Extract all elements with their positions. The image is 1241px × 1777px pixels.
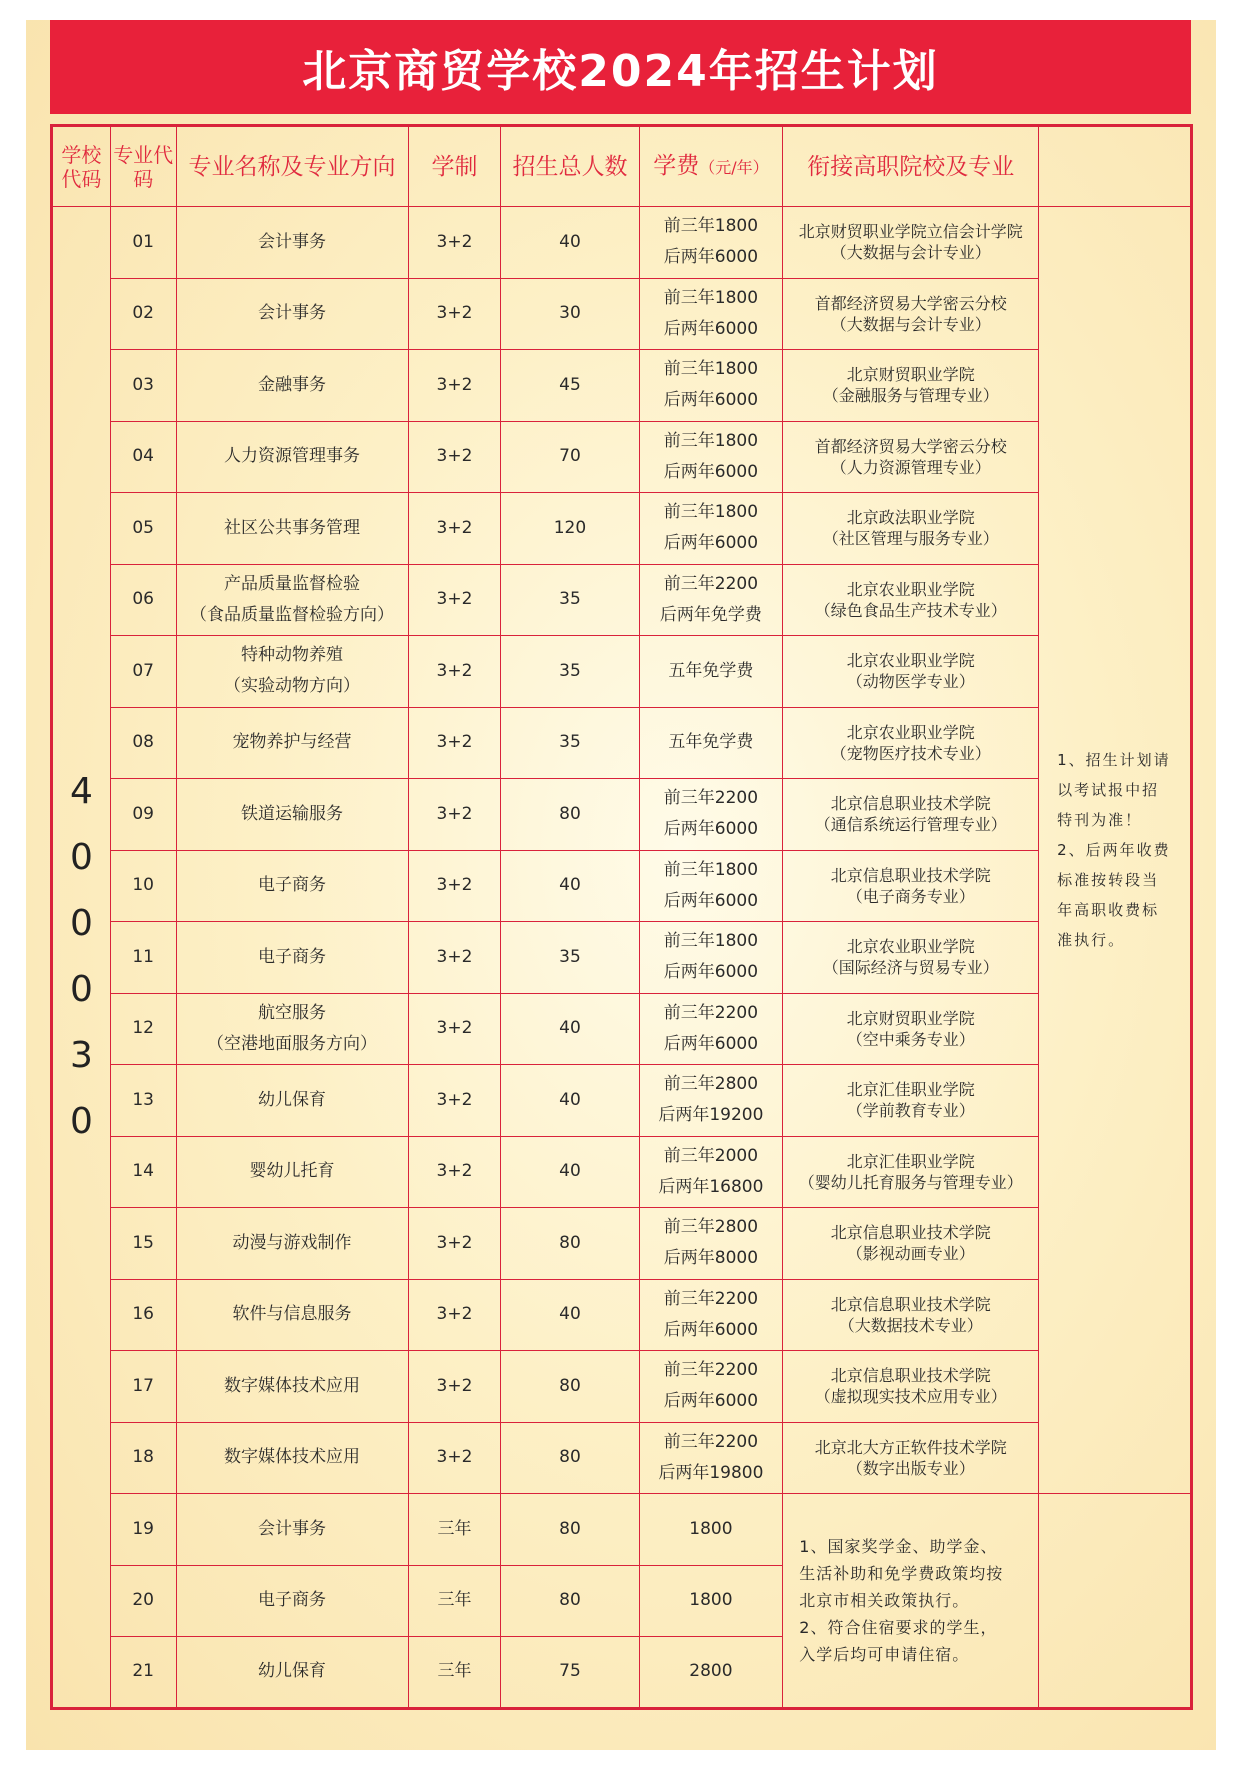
cell-line: 数字媒体技术应用 [224,1447,361,1468]
cell-line: 前三年2800 [663,1217,759,1238]
cell-line: 后两年6000 [663,1391,759,1412]
major-code-cell: 14 [110,1136,176,1208]
cell-line: 北京信息职业技术学院 [830,1366,991,1386]
cell-line: 后两年6000 [663,819,759,840]
total-cell: 40 [501,1279,639,1351]
cell-line: 2、符合住宿要求的学生， [799,1617,998,1637]
fee-cell [639,207,783,279]
fee-cell [639,350,783,422]
duration-cell: 3+2 [408,993,501,1065]
header-total: 招生总人数 [501,126,639,207]
total-cell: 30 [501,278,639,350]
total-cell: 75 [501,1637,639,1709]
table-row [52,1136,1192,1208]
major-name-cell [176,1065,408,1137]
cell-line: 后两年6000 [663,533,759,554]
cell-line: 年高职收费标 [1057,901,1160,919]
cell-line: 前三年1800 [663,859,759,880]
major-code-cell: 07 [110,636,176,708]
cell-line: 后两年6000 [663,962,759,983]
partner-cell [783,278,1039,350]
duration-cell: 3+2 [408,421,501,493]
header-major-code: 专业代码 [110,126,176,207]
cell-line: 五年免学费 [668,660,754,681]
table-row [52,636,1192,708]
partner-cell [783,1136,1039,1208]
partner-cell [783,993,1039,1065]
table-row [52,922,1192,994]
duration-cell: 3+2 [408,1422,501,1494]
blank-note-cell [1039,1494,1192,1709]
cell-line: 特刊为准！ [1057,811,1143,829]
total-cell: 35 [501,922,639,994]
table-row [52,493,1192,565]
duration-cell: 3+2 [408,207,501,279]
school-code-digit: 0 [69,968,93,1010]
school-code-digit: 0 [69,836,93,878]
partner-cell [783,922,1039,994]
duration-cell: 3+2 [408,779,501,851]
total-cell: 80 [501,1494,639,1566]
cell-line: （大数据与会计专业） [830,243,991,263]
cell-line: （空港地面服务方向） [207,1033,378,1054]
total-cell: 80 [501,1422,639,1494]
cell-line: 人力资源管理事务 [224,446,361,467]
duration-cell: 3+2 [408,850,501,922]
table-row [52,350,1192,422]
cell-line: 后两年6000 [663,461,759,482]
cell-line: 北京财贸职业学院 [846,365,975,385]
total-cell: 80 [501,1208,639,1280]
major-code-cell: 12 [110,993,176,1065]
cell-line: 北京农业职业学院 [846,937,975,957]
cell-line: 北京信息职业技术学院 [830,1294,991,1314]
total-cell: 40 [501,1136,639,1208]
major-code-cell: 15 [110,1208,176,1280]
partner-cell [783,1351,1039,1423]
fee-cell [639,278,783,350]
total-cell: 120 [501,493,639,565]
cell-line: 会计事务 [258,303,327,324]
cell-line: 社区公共事务管理 [224,517,361,538]
cell-line: 产品质量监督检验 [224,573,361,594]
major-name-cell [176,207,408,279]
cell-line: 北京信息职业技术学院 [830,1223,991,1243]
total-cell: 40 [501,207,639,279]
header-duration: 学制 [408,126,501,207]
fee-cell [639,493,783,565]
major-name-cell [176,707,408,779]
cell-line: （数字出版专业） [846,1458,975,1478]
major-name-cell [176,1637,408,1709]
cell-line: 后两年6000 [663,1319,759,1340]
cell-line: （人力资源管理专业） [830,457,991,477]
major-code-cell: 13 [110,1065,176,1137]
major-code-cell: 09 [110,779,176,851]
major-code-cell: 18 [110,1422,176,1494]
plan-note [1039,207,1192,1494]
major-name-cell [176,1351,408,1423]
table-header-row [52,126,1192,207]
duration-cell: 3+2 [408,1136,501,1208]
table-row [52,993,1192,1065]
cell-line: 软件与信息服务 [232,1304,352,1325]
table-row [52,1494,1192,1566]
duration-cell: 3+2 [408,278,501,350]
school-code-digit: 3 [69,1034,93,1076]
partner-cell [783,207,1039,279]
cell-line: 幼儿保育 [258,1661,327,1682]
cell-line: （空中乘务专业） [846,1029,975,1049]
cell-line: 北京信息职业技术学院 [830,794,991,814]
cell-line: 准执行。 [1057,931,1126,949]
table-row [52,1279,1192,1351]
header-major-name: 专业名称及专业方向 [176,126,408,207]
major-name-cell [176,278,408,350]
duration-cell: 3+2 [408,1208,501,1280]
partner-cell [783,779,1039,851]
duration-cell: 3+2 [408,922,501,994]
cell-line: （婴幼儿托育服务与管理专业） [798,1172,1023,1192]
major-code-cell: 21 [110,1637,176,1709]
cell-line: 北京农业职业学院 [846,579,975,599]
cell-line: 电子商务 [258,875,327,896]
cell-line: 后两年19200 [658,1105,764,1126]
partner-cell [783,1279,1039,1351]
partner-cell [783,1065,1039,1137]
cell-line: 电子商务 [258,946,327,967]
school-code-digit: 4 [69,770,93,812]
total-cell: 80 [501,1565,639,1637]
fee-cell [639,1351,783,1423]
cell-line: 前三年1800 [663,287,759,308]
duration-cell: 3+2 [408,636,501,708]
cell-line: 后两年6000 [663,390,759,411]
cell-line: （电子商务专业） [846,886,975,906]
cell-line: 2、后两年收费 [1057,841,1171,859]
major-name-cell [176,564,408,636]
cell-line: 前三年2200 [663,1360,759,1381]
policy-note [783,1494,1039,1709]
fee-cell [639,1065,783,1137]
total-cell: 70 [501,421,639,493]
fee-cell [639,421,783,493]
cell-line: （动物医学专业） [846,672,975,692]
cell-line: 前三年2200 [663,1431,759,1452]
cell-line: （宠物医疗技术专业） [830,743,991,763]
cell-line: 前三年2200 [663,1002,759,1023]
header-fee: 学费（元/年） [639,126,783,207]
cell-line: 北京信息职业技术学院 [830,865,991,885]
duration-cell: 3+2 [408,493,501,565]
table-row [52,779,1192,851]
cell-line: 2800 [689,1661,733,1682]
cell-line: 婴幼儿托育 [249,1161,335,1182]
fee-cell [639,1565,783,1637]
major-name-cell [176,850,408,922]
cell-line: 1800 [689,1590,733,1611]
partner-cell [783,850,1039,922]
partner-cell [783,1422,1039,1494]
cell-line: （大数据技术专业） [838,1315,983,1335]
total-cell: 80 [501,1351,639,1423]
cell-line: 北京北大方正软件技术学院 [814,1437,1007,1457]
cell-line: 1、国家奖学金、助学金、 [799,1536,998,1556]
cell-line: 后两年6000 [663,247,759,268]
table-row [52,850,1192,922]
fee-cell [639,993,783,1065]
major-code-cell: 05 [110,493,176,565]
cell-line: 前三年1800 [663,359,759,380]
total-cell: 35 [501,707,639,779]
major-name-cell [176,421,408,493]
table-row [52,1065,1192,1137]
total-cell: 40 [501,850,639,922]
cell-line: （虚拟现实技术应用专业） [814,1387,1007,1407]
major-code-cell: 06 [110,564,176,636]
total-cell: 35 [501,636,639,708]
cell-line: 前三年2200 [663,788,759,809]
total-cell: 40 [501,993,639,1065]
duration-cell: 3+2 [408,564,501,636]
cell-line: 北京汇佳职业学院 [846,1080,975,1100]
enrollment-plan-table [50,124,1193,1710]
fee-cell [639,1279,783,1351]
table-row [52,707,1192,779]
duration-cell: 3+2 [408,350,501,422]
major-code-cell: 17 [110,1351,176,1423]
duration-cell: 3+2 [408,1279,501,1351]
major-code-cell: 01 [110,207,176,279]
fee-cell [639,564,783,636]
table-row [52,564,1192,636]
cell-line: 前三年1800 [663,502,759,523]
fee-cell [639,1208,783,1280]
cell-line: 以考试报中招 [1057,781,1160,799]
cell-line: 前三年1800 [663,931,759,952]
major-code-cell: 16 [110,1279,176,1351]
fee-cell [639,1422,783,1494]
cell-line: 幼儿保育 [258,1089,327,1110]
cell-line: 后两年19800 [658,1462,764,1483]
cell-line: 北京财贸职业学院立信会计学院 [798,222,1023,242]
major-name-cell [176,1279,408,1351]
table-row [52,421,1192,493]
cell-line: 前三年2200 [663,1288,759,1309]
cell-line: 北京财贸职业学院 [846,1008,975,1028]
fee-cell [639,1637,783,1709]
cell-line: 会计事务 [258,231,327,252]
cell-line: 前三年2800 [663,1074,759,1095]
cell-line: （学前教育专业） [846,1101,975,1121]
cell-line: （金融服务与管理专业） [822,386,999,406]
fee-cell [639,707,783,779]
cell-line: 动漫与游戏制作 [232,1232,352,1253]
cell-line: 后两年8000 [663,1248,759,1269]
cell-line: 生活补助和免学费政策均按 [799,1563,1004,1583]
table-row [52,1422,1192,1494]
total-cell: 45 [501,350,639,422]
cell-line: 北京农业职业学院 [846,651,975,671]
major-code-cell: 19 [110,1494,176,1566]
cell-line: 后两年16800 [658,1176,764,1197]
major-code-cell: 08 [110,707,176,779]
cell-line: 首都经济贸易大学密云分校 [814,436,1007,456]
major-code-cell: 03 [110,350,176,422]
table-row [52,207,1192,279]
major-name-cell [176,779,408,851]
duration-cell: 3+2 [408,1065,501,1137]
major-name-cell [176,993,408,1065]
cell-line: 后两年免学费 [659,604,762,625]
cell-line: 前三年1800 [663,430,759,451]
major-name-cell [176,493,408,565]
major-name-cell [176,636,408,708]
cell-line: 北京农业职业学院 [846,722,975,742]
duration-cell: 三年 [408,1565,501,1637]
school-code-digits [53,759,110,1155]
major-name-cell [176,1136,408,1208]
cell-line: 1、招生计划请 [1057,751,1171,769]
major-code-cell: 20 [110,1565,176,1637]
major-name-cell [176,1494,408,1566]
partner-cell [783,493,1039,565]
fee-cell [639,1494,783,1566]
cell-line: 入学后均可申请住宿。 [799,1644,970,1664]
major-name-cell [176,922,408,994]
duration-cell: 三年 [408,1637,501,1709]
cell-line: 会计事务 [258,1518,327,1539]
major-code-cell: 04 [110,421,176,493]
cell-line: （通信系统运行管理专业） [814,815,1007,835]
cell-line: （绿色食品生产技术专业） [814,600,1007,620]
cell-line: 特种动物养殖 [241,645,344,666]
major-name-cell [176,1208,408,1280]
major-name-cell [176,1422,408,1494]
cell-line: 铁道运输服务 [241,803,344,824]
partner-cell [783,1208,1039,1280]
partner-cell [783,707,1039,779]
cell-line: 五年免学费 [668,732,754,753]
cell-line: 宠物养护与经营 [232,732,352,753]
partner-cell [783,564,1039,636]
partner-cell [783,636,1039,708]
fee-cell [639,922,783,994]
major-code-cell: 11 [110,922,176,994]
cell-line: 后两年6000 [663,318,759,339]
partner-cell [783,350,1039,422]
table-row [52,1351,1192,1423]
page-title: 北京商贸学校2024年招生计划 [50,20,1191,114]
total-cell: 40 [501,1065,639,1137]
fee-cell [639,850,783,922]
total-cell: 80 [501,779,639,851]
cell-line: 后两年6000 [663,890,759,911]
cell-line: 北京政法职业学院 [846,508,975,528]
cell-line: 数字媒体技术应用 [224,1375,361,1396]
table-row [52,278,1192,350]
cell-line: 航空服务 [258,1002,327,1023]
major-code-cell: 10 [110,850,176,922]
cell-line: （社区管理与服务专业） [822,529,999,549]
duration-cell: 3+2 [408,1351,501,1423]
partner-cell [783,421,1039,493]
cell-line: （实验动物方向） [224,676,361,697]
cell-line: 金融事务 [258,374,327,395]
cell-line: （影视动画专业） [846,1244,975,1264]
header-note [1039,126,1192,207]
major-name-cell [176,1565,408,1637]
major-name-cell [176,350,408,422]
cell-line: 首都经济贸易大学密云分校 [814,293,1007,313]
school-code-cell [52,207,111,1709]
cell-line: （食品质量监督检验方向） [190,604,395,625]
major-code-cell: 02 [110,278,176,350]
cell-line: 电子商务 [258,1590,327,1611]
table-row [52,1208,1192,1280]
cell-line: 前三年2000 [663,1145,759,1166]
cell-line: 北京市相关政策执行。 [799,1590,970,1610]
header-school-code: 学校代码 [52,126,111,207]
fee-cell [639,779,783,851]
duration-cell: 3+2 [408,707,501,779]
total-cell: 35 [501,564,639,636]
school-code-digit: 0 [69,902,93,944]
cell-line: 1800 [689,1518,733,1539]
school-code-digit: 0 [69,1100,93,1142]
cell-line: 标准按转段当 [1057,871,1160,889]
cell-line: （大数据与会计专业） [830,314,991,334]
fee-cell [639,1136,783,1208]
header-partner: 衔接高职院校及专业 [783,126,1039,207]
fee-cell [639,636,783,708]
cell-line: 后两年6000 [663,1033,759,1054]
cell-line: 北京汇佳职业学院 [846,1151,975,1171]
cell-line: 前三年2200 [663,573,759,594]
duration-cell: 三年 [408,1494,501,1566]
cell-line: （国际经济与贸易专业） [822,958,999,978]
cell-line: 前三年1800 [663,216,759,237]
